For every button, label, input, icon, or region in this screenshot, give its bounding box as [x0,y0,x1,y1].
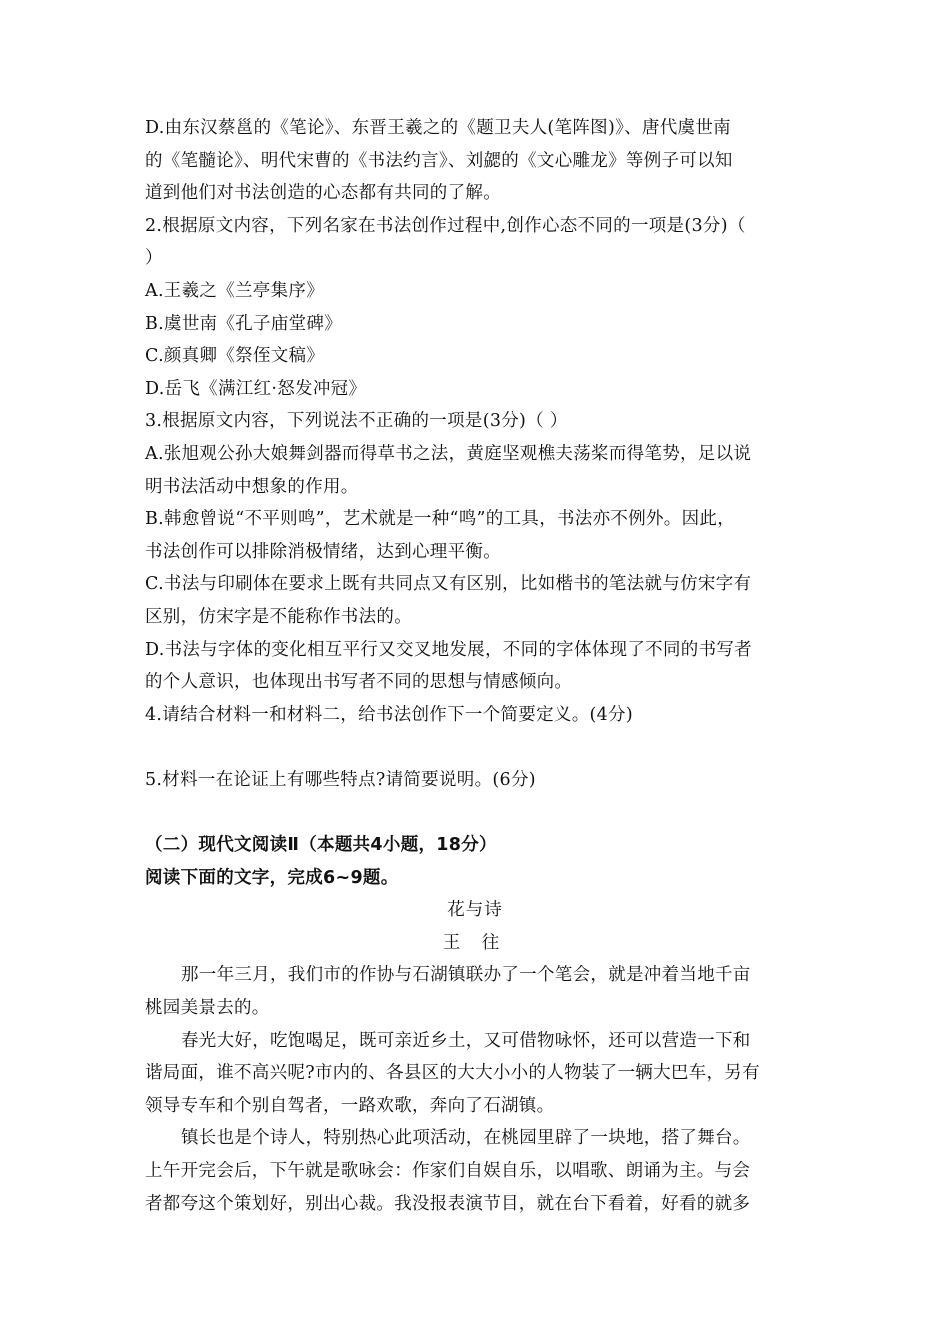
option-b: B.虞世南《孔子庙堂碑》 [145,313,343,334]
question-2 [145,210,805,406]
question-1-option-d [145,112,805,210]
option-c [145,568,805,633]
article-paragraph [145,1122,805,1220]
text-line: 书法创作可以排除消极情绪，达到心理平衡。 [145,541,501,562]
text-line: 的《笔髓论》、明代宋曹的《书法约言》、刘勰的《文心雕龙》等例子可以知 [145,150,733,171]
text-line: 的个人意识，也体现出书写者不同的思想与情感倾向。 [145,672,573,693]
article-paragraph [145,959,805,1024]
text-line: 谐局面，谁不高兴呢?市内的、各县区的大大小小的人物装了一辆大巴车，另有 [145,1063,760,1084]
text-line: A.张旭观公孙大娘舞剑器而得草书之法，黄庭坚观樵夫荡桨而得笔势，足以说 [145,443,752,464]
text-line: 者都夸这个策划好，别出心裁。我没报表演节目，就在台下看着，好看的就多 [145,1193,751,1214]
article-title: 花与诗 [447,900,503,921]
text-line: C.书法与印刷体在要求上既有共同点又有区别，比如楷书的笔法就与仿宋字有 [145,574,752,595]
section-instruction: 阅读下面的文字，完成6~9题。 [145,867,399,888]
text-line: 春光大好，吃饱喝足，既可亲近乡土，又可借物咏怀，还可以营造一下和 [181,1030,751,1051]
option-a: A.王羲之《兰亭集序》 [145,280,324,301]
answer-space [145,731,805,764]
text-line: 领导专车和个别自驾者，一路欢歌，奔向了石湖镇。 [145,1095,555,1116]
option-d [145,634,805,699]
text-line: 明书法活动中想象的作用。 [145,476,359,497]
article-paragraph [145,1025,805,1123]
text-line: 那一年三月，我们市的作协与石湖镇联办了一个笔会，就是冲着当地千亩 [181,965,751,986]
text-line: 桃园美景去的。 [145,998,270,1019]
option-c: C.颜真卿《祭侄文稿》 [145,346,325,367]
text-line: B.韩愈曾说“不平则鸣”，艺术就是一种“鸣”的工具，书法亦不例外。因此， [145,509,736,530]
question-5: 5.材料一在论证上有哪些特点?请简要说明。(6分) [145,769,536,790]
question-4: 4.请结合材料一和材料二，给书法创作下一个简要定义。(4分) [145,704,633,725]
question-3 [145,405,805,698]
question-stem: 2.根据原文内容，下列名家在书法创作过程中,创作心态不同的一项是(3分)（ [145,215,746,236]
option-a [145,438,805,503]
question-stem: 3.根据原文内容，下列说法不正确的一项是(3分)（ ） [145,411,568,432]
article-author: 王 往 [442,932,508,953]
text-line: 镇长也是个诗人，特别热心此项活动，在桃园里辟了一块地，搭了舞台。 [181,1128,751,1149]
text-line: D.由东汉蔡邕的《笔论》、东晋王羲之的《题卫夫人(笔阵图)》、唐代虞世南 [145,118,731,138]
answer-space [145,796,805,829]
option-b [145,503,805,568]
text-line: 上午开完会后，下午就是歌咏会：作家们自娱自乐，以唱歌、朗诵为主。与会 [145,1161,751,1181]
section-heading: （二）现代文阅读Ⅱ（本题共4小题，18分） [145,835,497,856]
text-line: 道到他们对书法创造的心态都有共同的了解。 [145,183,501,204]
question-stem-continued: ） [145,248,163,269]
text-line: 区别，仿宋字是不能称作书法的。 [145,606,412,627]
text-line: D.书法与字体的变化相互平行又交叉地发展，不同的字体体现了不同的书写者 [145,639,752,660]
document-page [145,112,805,1220]
option-d: D.岳飞《满江红·怒发冲冠》 [145,378,367,399]
